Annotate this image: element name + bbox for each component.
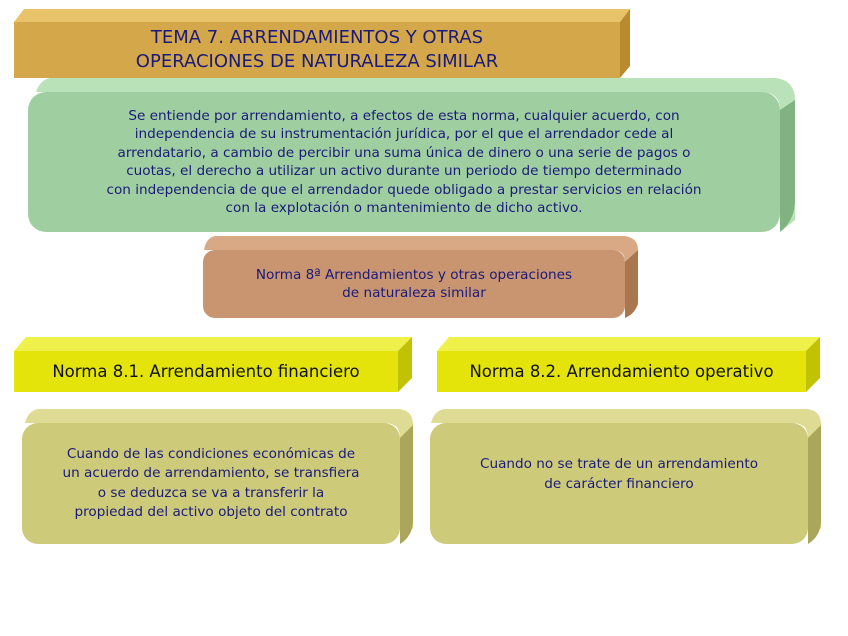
left-header-label: Norma 8.1. Arrendamiento financiero (52, 362, 360, 381)
norma-text: Norma 8ª Arrendamientos y otras operaciones de naturaleza similar (255, 266, 573, 301)
right-body-text: Cuando no se trate de un arrendamiento de carácter financiero (479, 456, 759, 492)
page-title (14, 22, 620, 78)
definition-text: Se entiende por arrendamiento, a efectos de esta norma, cualquier acuerdo, con independencia de su instrumentación jurídica, por el que el arrendador cede al arrendatario, a cambio de percibir una suma única de dinero o una serie de pagos o cuotas, el derecho a utilizar un activo durante un periodo de tiempo determinado con independencia de que el arrendador quede obligado a prestar servicios en relación con la explotación o mantenimiento de dicho activo. (106, 107, 702, 216)
left-body-text: Cuando de las condiciones económicas de un acuerdo de arrendamiento, se transfiera o se deduzca se va a transferir la propiedad del activo objeto del contrato (62, 445, 360, 520)
right-header-label: Norma 8.2. Arrendamiento operativo (469, 362, 774, 381)
title-line-1: TEMA 7. ARRENDAMIENTOS Y OTRAS (150, 27, 484, 48)
title-line-2: OPERACIONES DE NATURALEZA SIMILAR (135, 51, 499, 72)
